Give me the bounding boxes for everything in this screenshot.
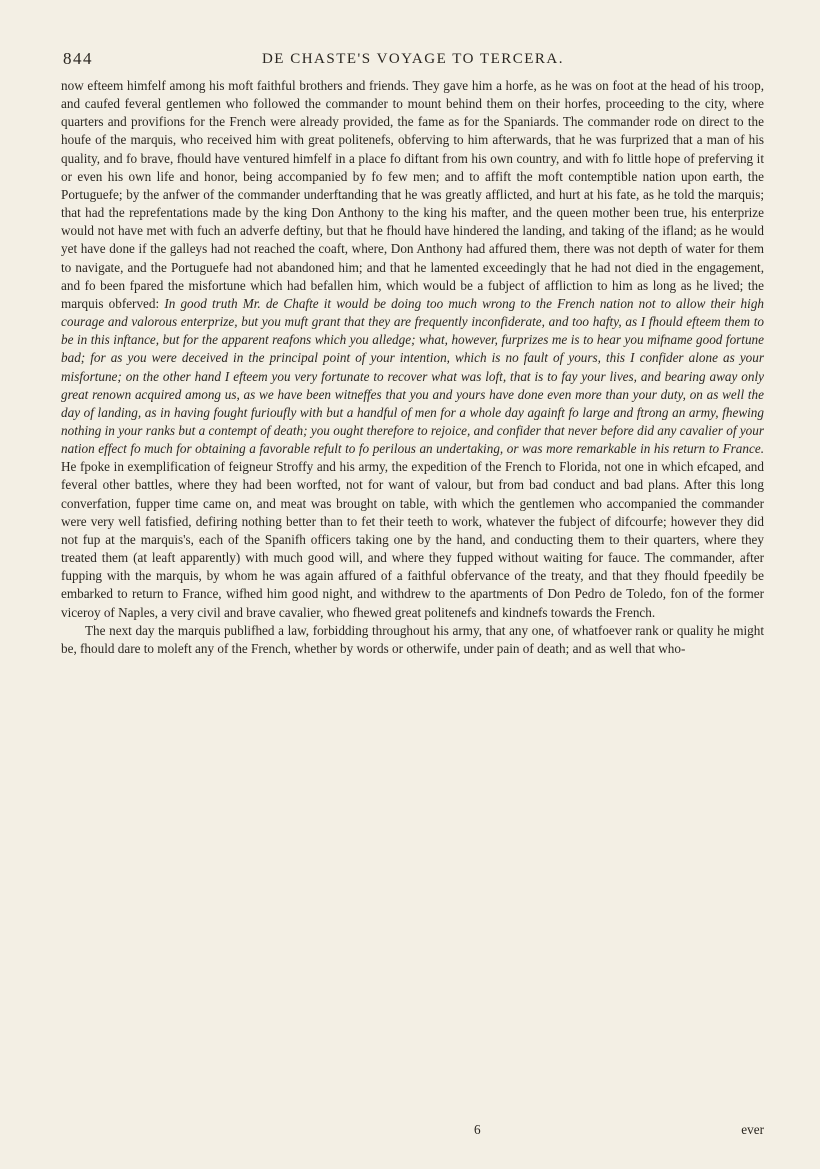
text-body [61,77,764,658]
text-segment: He fpoke in exemplification of feigneur Stroffy and his army, the expedition of the French to Florida, not one in which efcaped, and feveral other battles, where they had been worfted, not for want of valour, but from bad conduct and bad plans. After this long converfation, fupper time came on, and meat was brought on table, with which the gentlemen who accompanied the commander were very well fatisfied, defiring nothing better than to fet their teeth to work, whatever the fubject of difcourfe; however they did not fup at the marquis's, each of the Spanifh officers taking one by the hand, and conducting them to their quarters, where they treated them (at leaft apparently) with much good will, and where they fupped without waiting for fauce. The commander, after fupping with the marquis, by whom he was again affured of a faithful obfervance of the treaty, and that they fhould fpeedily be embarked to return to France, wifhed him good night, and withdrew to the apartments of Don Pedro de Toledo, fon of the former viceroy of Naples, a very civil and brave cavalier, who fhewed great politenefs and kindnefs towards the French. [61,459,764,620]
quoted-speech-italic: In good truth Mr. de Chafte it would be doing too much wrong to the French nation not to allow their high courage and valorous enterprize, but you muft grant that they are frequently inconfiderate, and too hafty, as I fhould efteem them to be in this inftance, but for the apparent reafons which you alledge; what, however, furprizes me is to hear you mifname good fortune bad; for as you were deceived in the principal point of your intention, which is no fault of yours, this I confider alone as your misfortune; on the other hand I efteem you very fortunate to recover what was loft, that is to fay your lives, and bearing away only great renown acquired among us, as we have been witneffes that you and yours have done even more than your duty, on as well the day of landing, as in having fought furioufly with but a handful of men for a whole day againft fo large and ftrong an army, fhewing nothing in your ranks but a contempt of death; you ought therefore to rejoice, and confider that never before did any cavalier of your nation effect fo much for obtaining a favorable refult to fo perilous an undertaking, or was more remarkable in his return to France. [61,295,765,457]
page-footer [61,1122,764,1142]
catchword: ever [741,1122,764,1137]
page-header [63,45,763,73]
paragraph-1 [61,77,764,622]
text-segment: now efteem himfelf among his moft faithful brothers and friends. They gave him a horfe, as he was on foot at the head of his troop, and caufed feveral gentlemen who followed the commander to mount behind them on their horfes, proceeding to the city, where quarters and provifions for the French were already provided, the fame as for the Spaniards. The commander rode on direct to the houfe of the marquis, who received him with great politenefs, obferving to him afterwards, that he was furprized that a man of his quality, and fo brave, fhould have ventured himfelf in a place fo diftant from his own country, and with fo little hope of preferving it or even his own life and honor, being accompanied by fo few men; and to affift the moft contemptible nation upon earth, the Portuguefe; by the anfwer of the commander underftanding that he was greatly afflicted, and hurt at his fate, as he told the marquis; that had the reprefentations made by the king Don Anthony to the king his mafter, and the queen mother been true, his enterprize would not have met with fuch an adverfe deftiny, but that he fhould have hindered the landing, and taking of the ifland; as he would yet have done if the galleys had not reached the coaft, where, Don Anthony had affured them, there was not depth of water for them to navigate, and the Portuguefe had not abandoned him; and that he lamented exceedingly that he had not died in the engagement, and fo been fpared the misfortune which had befallen him, which would be a fubject of affliction to him as long as he lived; the marquis obferved: [61,78,764,311]
signature-mark: 6 [474,1122,481,1137]
running-title: DE CHASTE'S VOYAGE TO TERCERA. [261,51,565,67]
page-number: 844 [63,49,93,68]
paragraph-2 [61,622,764,658]
text-segment: The next day the marquis publifhed a law, forbidding throughout his army, that any one, of whatfoever rank or quality he might be, fhould dare to moleft any of the French, whether by words or otherwife, under pain of death; and as well that who- [61,622,764,656]
